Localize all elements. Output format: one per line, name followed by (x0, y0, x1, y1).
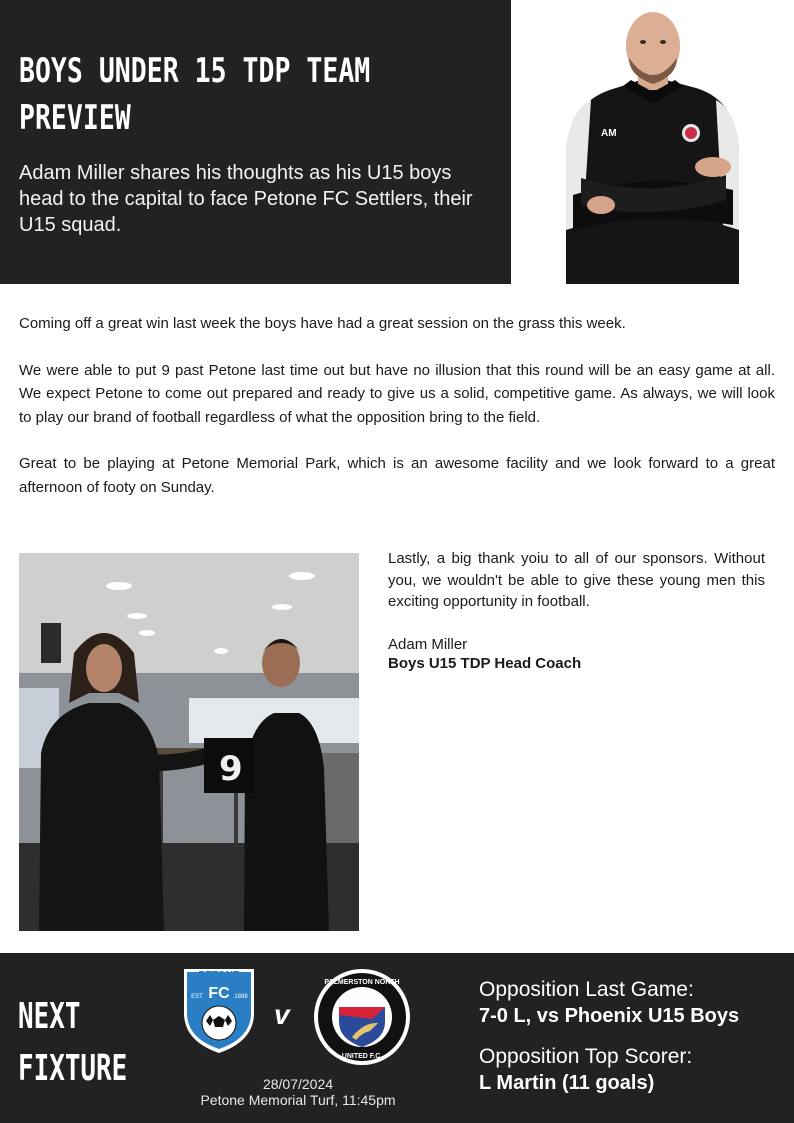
fixture-venue: Petone Memorial Turf, 11:45pm (200, 1092, 396, 1108)
versus-label: v (274, 999, 290, 1030)
sponsor-thanks: Lastly, a big thank yoiu to all of our sponsors. Without you, we wouldn't be able to give these young men this exciting opportunity in football. (388, 550, 765, 610)
paragraph-1: Coming off a great win last week the boys have had a great session on the grass this week. (19, 315, 626, 332)
opp-top-scorer-value: L Martin (11 goals) (479, 1072, 655, 1094)
shirt-number: 9 (219, 749, 243, 789)
opposition-top-scorer (479, 1044, 779, 1096)
opposition-last-game (479, 977, 779, 1029)
coach-name: Adam Miller (388, 636, 468, 653)
united-fc-text: UNITED F.C. (341, 1053, 383, 1060)
am-initials: AM (601, 128, 617, 139)
est-text: EST (191, 994, 203, 1000)
coach-portrait-photo (511, 0, 794, 284)
opp-last-game-label: Opposition Last Game: (479, 978, 694, 1001)
palmerston-north-text: PALMERSTON NORTH (324, 979, 400, 986)
fc-text: FC (208, 985, 230, 1002)
paragraph-2: We were able to put 9 past Petone last time out but have no illusion that this round will be an easy game at all. We expect Petone to come out prepared and ready to give us a solid, competitive game. As always, we will look to play our brand of football regardless of what the opposition bring to the field. (19, 361, 775, 426)
article-body (19, 312, 775, 522)
signature-block (388, 635, 768, 673)
next-fixture-banner (0, 953, 794, 1123)
opp-last-game-value: 7-0 L, vs Phoenix U15 Boys (479, 1005, 740, 1027)
palmerston-north-badge (312, 967, 412, 1067)
petone-text: PETONE (198, 970, 240, 981)
coach-role: Boys U15 TDP Head Coach (388, 655, 582, 672)
fixture-details (180, 1076, 416, 1108)
next-fixture-title: NEXT FIXTURE (18, 996, 128, 1089)
jersey-presentation-photo (19, 553, 359, 931)
fixture-date: 28/07/2024 (262, 1076, 334, 1092)
paragraph-3: Great to be playing at Petone Memorial Park, which is an awesome facility and we look forward to a great afternoon of footy on Sunday. (19, 455, 775, 496)
petone-fc-badge (180, 963, 258, 1055)
page-title: BOYS UNDER 15 TDP TEAM PREVIEW (19, 51, 371, 138)
year-text: 1898 (234, 994, 248, 1000)
opp-top-scorer-label: Opposition Top Scorer: (479, 1045, 693, 1068)
page-subtitle: Adam Miller shares his thoughts as his U15 boys head to the capital to face Petone FC Settlers, their U15 squad. (19, 162, 473, 236)
header-banner (0, 0, 511, 284)
